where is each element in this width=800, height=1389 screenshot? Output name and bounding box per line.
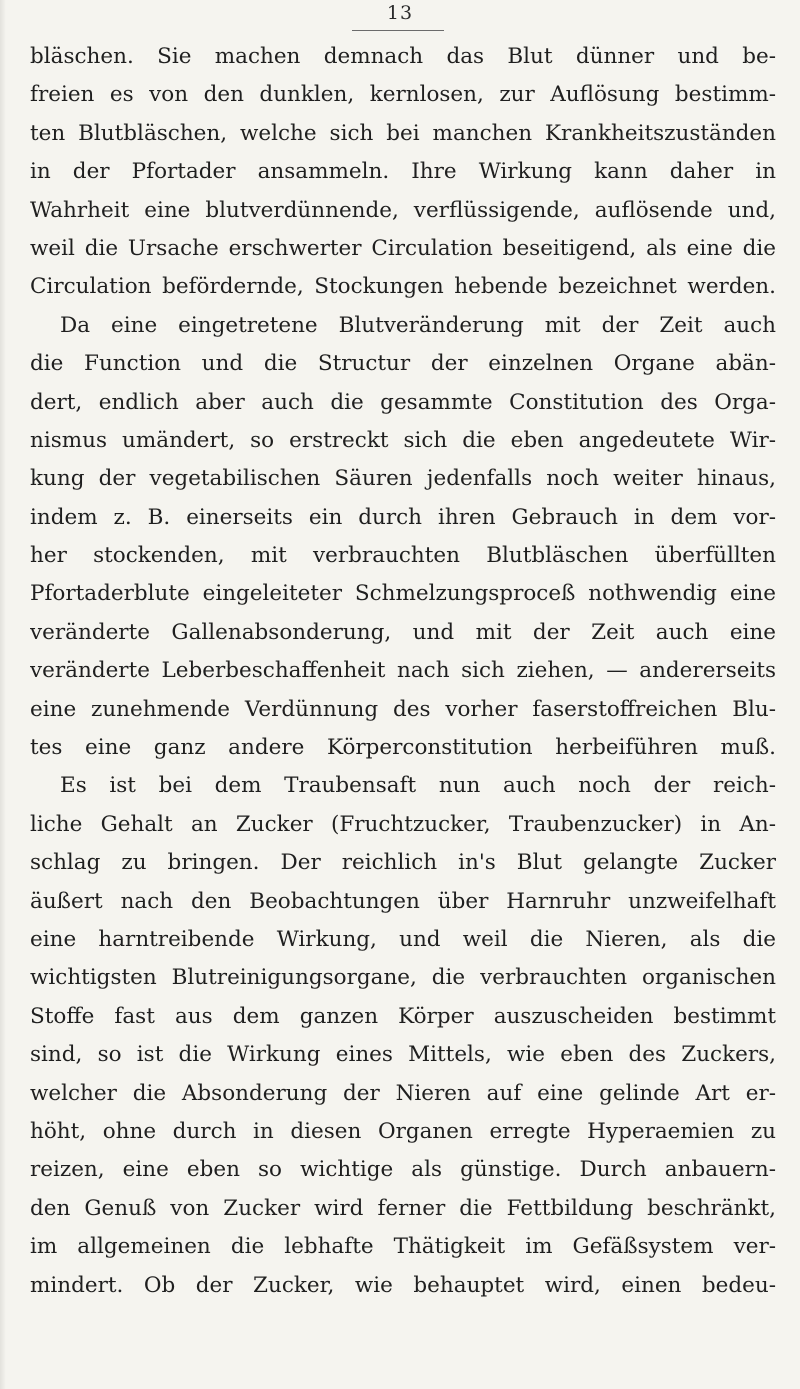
text-line: weil die Ursache erschwerter Circulation beseitigend, als eine die	[30, 235, 776, 261]
text-line: bläschen. Sie machen demnach das Blut dünner und be-	[30, 44, 776, 69]
text-line: mindert. Ob der Zucker, wie behauptet wird, einen bedeu-	[30, 1272, 776, 1298]
text-line: in der Pfortader ansammeln. Ihre Wirkung kann daher in	[30, 159, 776, 185]
page-edge-shadow	[0, 0, 6, 1389]
page-number: 13	[386, 2, 414, 24]
body-text	[30, 38, 776, 1305]
text-line: her stockenden, mit verbrauchten Blutbläschen überfüllten	[30, 543, 776, 569]
text-line: Stoffe fast aus dem ganzen Körper auszuscheiden bestimmt	[30, 1003, 776, 1029]
text-line: im allgemeinen die lebhafte Thätigkeit im Gefäßsystem ver-	[30, 1234, 776, 1260]
text-line: Es ist bei dem Traubensaft nun auch noch der reich-	[60, 773, 776, 799]
text-line: ten Blutbläschen, welche sich bei manchen Krankheitszuständen	[30, 120, 776, 146]
text-line: tes eine ganz andere Körperconstitution herbeiführen muß.	[30, 735, 776, 761]
text-line: indem z. B. einerseits ein durch ihren Gebrauch in dem vor-	[30, 504, 776, 530]
text-line: höht, ohne durch in diesen Organen erregte Hyperaemien zu	[30, 1118, 776, 1144]
text-line: sind, so ist die Wirkung eines Mittels, wie eben des Zuckers,	[30, 1042, 776, 1068]
text-line: veränderte Gallenabsonderung, und mit der Zeit auch eine	[30, 619, 776, 645]
text-line: veränderte Leberbeschaffenheit nach sich ziehen, — andererseits	[30, 658, 776, 684]
text-line: freien es von den dunklen, kernlosen, zur Auflösung bestimm-	[30, 82, 776, 108]
text-line: äußert nach den Beobachtungen über Harnruhr unzweifelhaft	[30, 888, 776, 914]
text-line: welcher die Absonderung der Nieren auf eine gelinde Art er-	[30, 1080, 776, 1106]
text-line: schlag zu bringen. Der reichlich in's Blut gelangte Zucker	[30, 850, 776, 876]
text-line: Da eine eingetretene Blutveränderung mit der Zeit auch	[60, 312, 776, 338]
text-line: Circulation befördernde, Stockungen hebende bezeichnet werden.	[30, 274, 776, 300]
text-line: reizen, eine eben so wichtige als günstige. Durch anbauern-	[30, 1157, 776, 1183]
text-line: wichtigsten Blutreinigungsorgane, die verbrauchten organischen	[30, 965, 776, 991]
text-line: nismus umändert, so erstreckt sich die eben angedeutete Wir-	[30, 427, 776, 453]
text-line: Pfortaderblute eingeleiteter Schmelzungsproceß nothwendig eine	[30, 581, 776, 607]
text-line: eine harntreibende Wirkung, und weil die Nieren, als die	[30, 926, 776, 952]
text-line: eine zunehmende Verdünnung des vorher faserstoffreichen Blu-	[30, 696, 776, 722]
header-rule	[352, 30, 444, 31]
text-line: den Genuß von Zucker wird ferner die Fettbildung beschränkt,	[30, 1195, 776, 1221]
text-line: Wahrheit eine blutverdünnende, verflüssigende, auflösende und,	[30, 197, 776, 223]
text-line: dert, endlich aber auch die gesammte Constitution des Orga-	[30, 389, 776, 415]
text-line: die Function und die Structur der einzelnen Organe abän-	[30, 351, 776, 377]
text-line: kung der vegetabilischen Säuren jedenfalls noch weiter hinaus,	[30, 466, 776, 492]
text-line: liche Gehalt an Zucker (Fruchtzucker, Traubenzucker) in An-	[30, 811, 776, 837]
